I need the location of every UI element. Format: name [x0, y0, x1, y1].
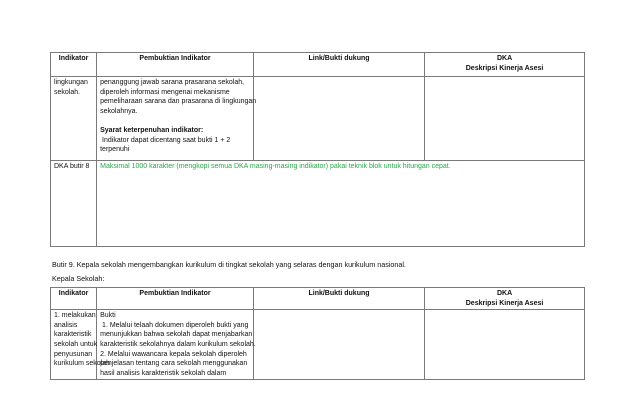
header-link-bukti: Link/Bukti dukung — [253, 288, 424, 310]
kepala-sekolah-label: Kepala Sekolah: — [52, 274, 105, 283]
pembuktian-line: penanggung jawab sarana prasarana sekolah, — [100, 79, 245, 86]
cell-pembuktian — [97, 310, 254, 380]
header-dka-label: DKA — [496, 55, 513, 62]
table-row-dka — [51, 161, 585, 247]
cell-pembuktian — [97, 77, 257, 161]
cell-dka[interactable] — [425, 310, 585, 380]
syarat-title: Syarat keterpenuhan indikator: — [100, 126, 204, 134]
indikator-line: 1. melakukan — [54, 312, 96, 320]
indikator-line: lingkungan — [54, 79, 88, 86]
butir-9-paragraph: Butir 9. Kepala sekolah mengembangkan kurikulum di tingkat sekolah yang selaras dengan kurikulum nasional. — [52, 260, 406, 269]
header-dka — [425, 53, 585, 77]
indikator-line: kurikulum sekolah — [54, 360, 111, 368]
header-dka-desc: Deskripsi Kinerja Asesi — [465, 299, 544, 307]
cell-link-bukti[interactable] — [253, 310, 424, 380]
header-indikator: Indikator — [51, 53, 97, 77]
indikator-line: penyusunan — [54, 350, 93, 358]
syarat-line: Indikator dapat dicentang saat bukti 1 + 2 — [100, 136, 231, 144]
header-pembuktian: Pembuktian Indikator — [97, 53, 254, 77]
table-header-row — [51, 288, 585, 310]
pembuktian-line: penjelasan tentang cara sekolah menggunakan — [100, 360, 248, 368]
pembuktian-line: 1. Melalui telaah dokumen diperoleh bukti yang — [100, 321, 249, 329]
indicator-table-butir-9 — [50, 287, 585, 380]
cell-dka-label: DKA butir 8 — [51, 161, 97, 247]
table-header-row — [51, 53, 585, 77]
indikator-line: sekolah untuk — [54, 340, 98, 348]
header-indikator: Indikator — [51, 288, 97, 310]
pembuktian-line: sekolahnya. — [100, 107, 138, 115]
pembuktian-line: menunjukkan bahwa sekolah dapat menjabarkan — [100, 331, 253, 339]
cell-indikator — [51, 77, 97, 161]
indikator-line: karakteristik — [54, 331, 92, 339]
pembuktian-line: Bukti — [100, 312, 116, 320]
indikator-line: analisis — [54, 321, 78, 329]
syarat-line: terpenuhi — [100, 146, 130, 154]
pembuktian-line: karakteristik sekolahnya dalam kurikulum sekolah. — [100, 340, 256, 348]
indicator-table-butir-8 — [50, 52, 585, 247]
header-link-bukti: Link/Bukti dukung — [253, 53, 424, 77]
pembuktian-line: pemeliharaan sarana dan prasarana di lingkungan — [100, 98, 257, 106]
pembuktian-line: hasil analisis karakteristik sekolah dalam — [100, 369, 227, 377]
cell-link-bukti[interactable] — [253, 77, 424, 161]
pembuktian-line: diperoleh informasi mengenai mekanisme — [100, 88, 230, 96]
header-dka-desc: Deskripsi Kinerja Asesi — [465, 64, 544, 72]
header-pembuktian: Pembuktian Indikator — [97, 288, 254, 310]
header-dka — [425, 288, 585, 310]
cell-dka[interactable] — [425, 77, 585, 161]
table-row — [51, 77, 585, 161]
table-row — [51, 310, 585, 380]
header-dka-label: DKA — [496, 290, 513, 297]
cell-dka-note[interactable] — [97, 161, 585, 247]
indikator-line: sekolah. — [54, 88, 81, 96]
pembuktian-line: 2. Melalui wawancara kepala sekolah diperoleh — [100, 350, 247, 358]
dka-note-text: Maksimal 1000 karakter (mengkopi semua DKA masing-masing indikator) pakai teknik blok untuk hitungan cepat. — [100, 163, 451, 170]
